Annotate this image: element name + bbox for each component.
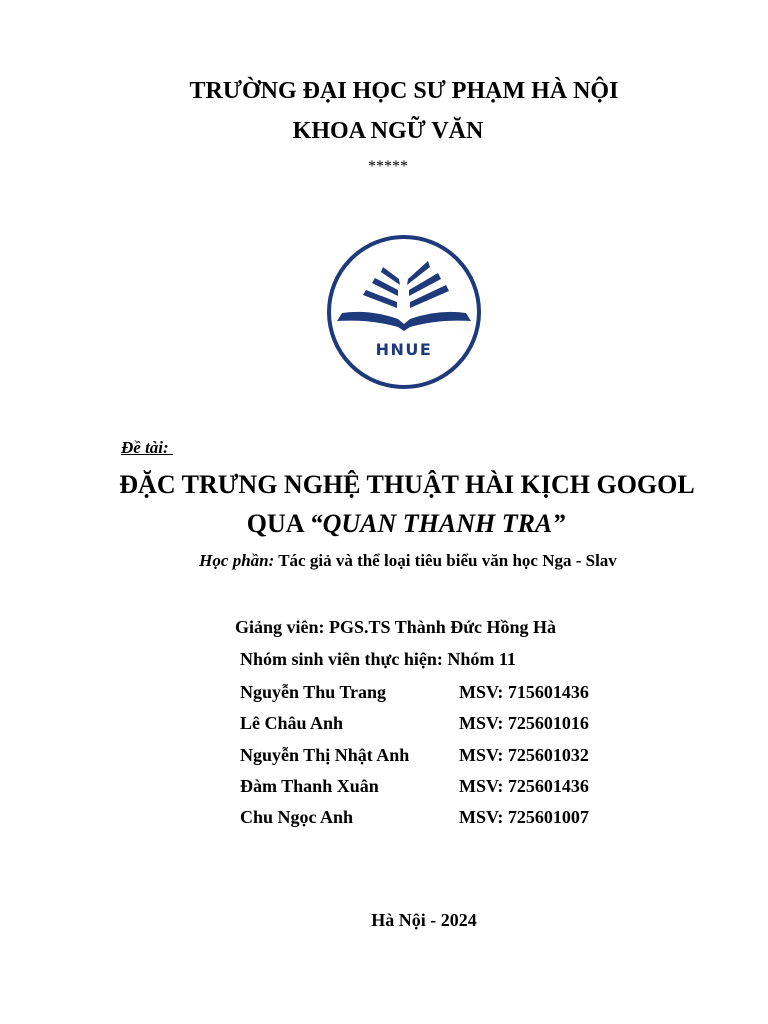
member-msv: MSV: 725601032 [459,744,589,765]
hnue-logo [320,233,488,393]
thesis-title-line1: ĐẶC TRƯNG NGHỆ THUẬT HÀI KỊCH GOGOL [119,470,695,499]
member-name: Lê Châu Anh [240,713,344,734]
member-msv: MSV: 725601436 [459,775,589,796]
member-row [240,806,640,837]
member-msv: MSV: 725601016 [459,713,589,734]
thesis-title-line2 [22,508,768,540]
student-group: Nhóm sinh viên thực hiện: Nhóm 11 [240,649,516,669]
topic-label: Đề tài: [121,438,173,457]
member-row [240,744,640,775]
member-list [240,681,640,837]
thesis-title-quoted: “QUAN THANH TRA” [309,509,566,538]
hnue-logo-icon [320,233,488,393]
member-row [240,712,640,743]
thesis-title-prefix: QUA [246,509,310,538]
member-msv: MSV: 715601436 [459,682,589,702]
member-name: Chu Ngọc Anh [240,807,354,828]
course-label: Học phần: [199,551,275,570]
instructor: Giảng viên: PGS.TS Thành Đức Hồng Hà [235,617,557,637]
member-name: Nguyễn Thị Nhật Anh [240,744,410,765]
member-row [240,775,640,806]
university-name: TRƯỜNG ĐẠI HỌC SƯ PHẠM HÀ NỘI [189,78,619,104]
course-value: Tác giả và thể loại tiêu biểu văn học Nga - Slav [274,551,617,570]
place-and-date: Hà Nội - 2024 [371,910,477,930]
member-name: Đàm Thanh Xuân [240,775,379,796]
member-msv: MSV: 725601007 [459,807,589,828]
faculty-name: KHOA NGỮ VĂN [292,118,484,144]
member-row [240,681,640,712]
member-name: Nguyễn Thu Trang [240,682,387,702]
course-line [24,550,768,572]
logo-text: HNUE [375,340,433,359]
decorative-stars: ***** [368,158,408,175]
